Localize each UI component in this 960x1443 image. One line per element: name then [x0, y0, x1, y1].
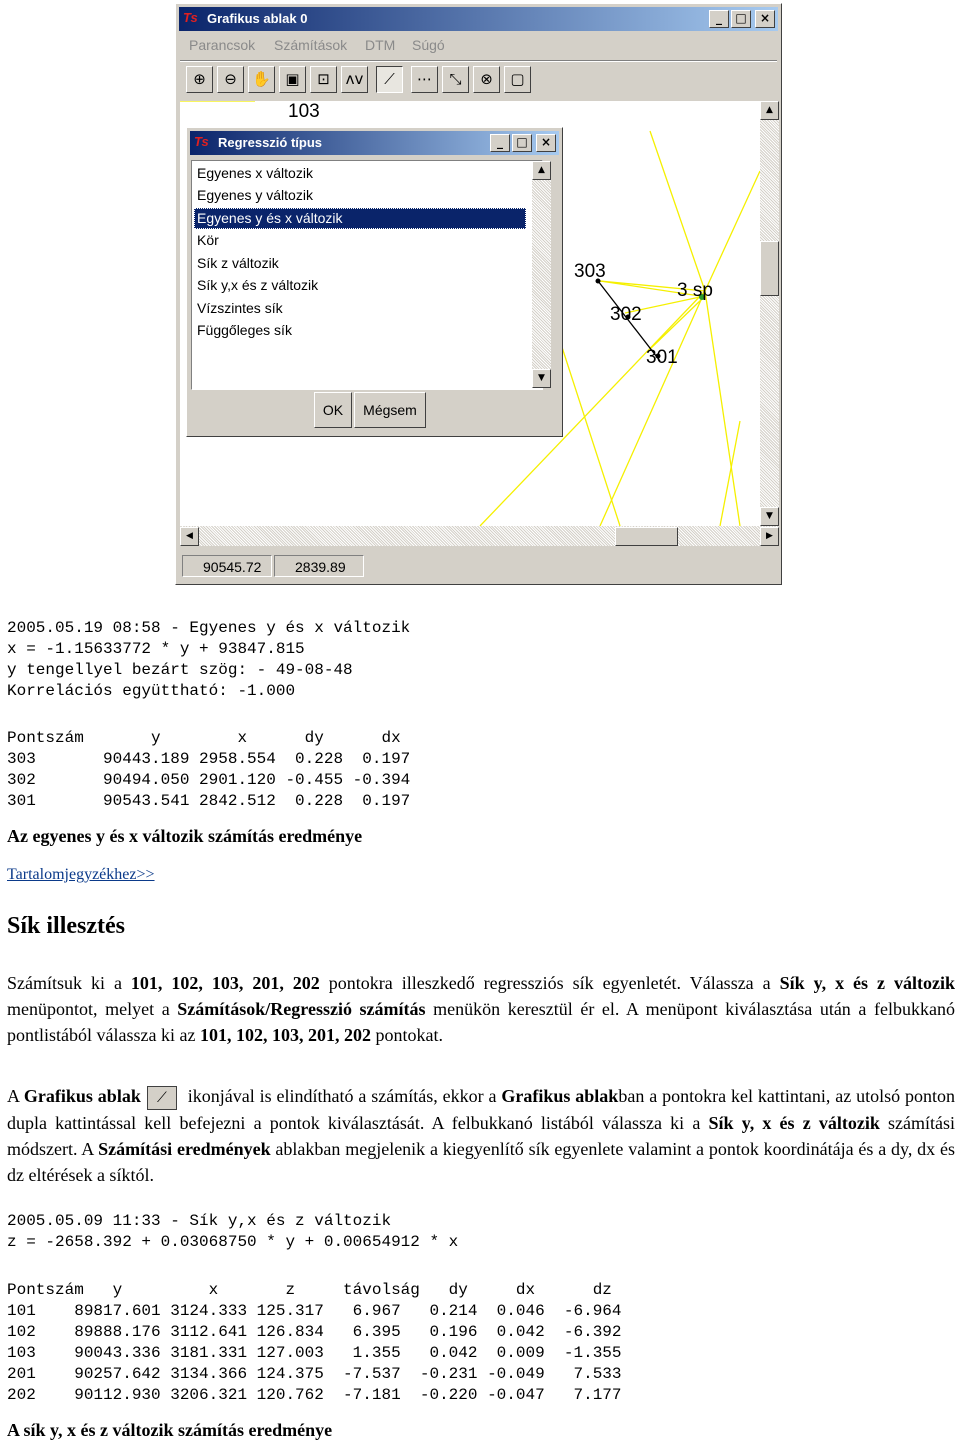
- result-line: z = -2658.392 + 0.03068750 * y + 0.00654912 * x: [7, 1233, 459, 1251]
- list-item[interactable]: Vízszintes sík: [197, 300, 283, 316]
- yellow-line: [705, 171, 760, 291]
- point-label-303: 303: [574, 261, 606, 282]
- list-item[interactable]: Kör: [197, 232, 219, 248]
- measure-icon[interactable]: ⤡: [442, 66, 469, 93]
- scroll-down-icon[interactable]: ▼: [532, 369, 551, 388]
- paragraph-2: A Grafikus ablak ⟋ ikonjával is elindítható a számítás, ekkor a Grafikus ablakban a pontokra kel kattintani, az utolsó ponton dupla kattintással kell befejezni a pontok kiválasztását. A felbukkanó listából válassza ki a Sík y, x és z változik számítási módszert. A Számítási eredmények ablakban megjelenik a kiegyenlítő sík egyenlete valamint a pontok koordinátája és a dy, dx és dz eltérések a síktól.: [7, 1086, 956, 1185]
- app-icon: Ts: [183, 10, 198, 25]
- close-button[interactable]: ×: [755, 10, 775, 28]
- result-line: y tengellyel bezárt szög: - 49-08-48: [7, 661, 353, 679]
- scroll-thumb[interactable]: [760, 241, 779, 296]
- point-label-103: 103: [288, 101, 320, 122]
- menu-dtm[interactable]: DTM: [365, 37, 396, 53]
- status-x-coordinate: 2839.89: [274, 555, 364, 577]
- minimize-button[interactable]: _: [490, 134, 510, 152]
- dialog-title: Regresszió típus: [218, 135, 323, 150]
- point-label-3sp: 3 sp: [677, 280, 713, 301]
- table-row: Pontszám y x z távolság dy dx dz: [7, 1281, 612, 1299]
- table-row: 202 90112.930 3206.321 120.762 -7.181 -0.220 -0.047 7.177: [7, 1386, 622, 1404]
- result-line: x = -1.15633772 * y + 93847.815: [7, 640, 305, 658]
- blank-icon[interactable]: ▢: [504, 66, 531, 93]
- regression-type-dialog: [186, 127, 563, 437]
- paragraph-1: Számítsuk ki a 101, 102, 103, 201, 202 pontokra illeszkedő regressziós sík egyenletét. Válassza a Sík y, x és z változik menüpontot, melyet a Számítások/Regresszió számítás menükön keresztül ér el. A menüpont kiválasztása után a felbukkanó pontlistából válassza ki az 101, 102, 103, 201, 202 pontokat.: [7, 973, 955, 1045]
- table-row: 101 89817.601 3124.333 125.317 6.967 0.214 0.046 -6.964: [7, 1302, 622, 1320]
- window-title-bar[interactable]: [179, 7, 778, 31]
- table-row: 301 90543.541 2842.512 0.228 0.197: [7, 792, 411, 810]
- result-block-1: [7, 618, 410, 702]
- table-row: Pontszám y x dy dx: [7, 729, 401, 747]
- result-line: Korrelációs együttható: -1.000: [7, 682, 296, 700]
- table-row: 201 90257.642 3134.366 124.375 -7.537 -0.231 -0.049 7.533: [7, 1365, 622, 1383]
- horizontal-scrollbar[interactable]: [180, 526, 760, 546]
- list-item[interactable]: Sík y,x és z változik: [197, 277, 319, 293]
- polyline-icon[interactable]: ʌv: [341, 66, 368, 93]
- zoom-in-icon[interactable]: ⊕: [186, 66, 213, 93]
- point-label-301: 301: [646, 347, 678, 368]
- result-table-1: [7, 728, 410, 812]
- cancel-button[interactable]: Mégsem: [354, 392, 426, 428]
- zoom-extents-icon[interactable]: ⊡: [310, 66, 337, 93]
- toc-link[interactable]: Tartalomjegyzékhez>>: [7, 866, 155, 883]
- result-table-2: [7, 1280, 622, 1406]
- menu-bar: [179, 34, 778, 56]
- result-line: 2005.05.19 08:58 - Egyenes y és x változik: [7, 619, 411, 637]
- result-line: 2005.05.09 11:33 - Sík y,x és z változik: [7, 1212, 392, 1230]
- yellow-line: [650, 131, 705, 291]
- result-block-2: [7, 1211, 458, 1253]
- zoom-window-icon[interactable]: ▣: [279, 66, 306, 93]
- list-item[interactable]: Sík z változik: [197, 255, 279, 271]
- list-item[interactable]: Függőleges sík: [197, 322, 292, 338]
- list-item[interactable]: Egyenes x változik: [197, 165, 313, 181]
- pan-hand-icon[interactable]: ✋: [248, 66, 275, 93]
- yellow-line: [705, 291, 740, 526]
- toolbar: [180, 60, 777, 102]
- zoom-out-icon[interactable]: ⊖: [217, 66, 244, 93]
- yellow-line: [600, 291, 705, 526]
- list-scrollbar[interactable]: [532, 161, 551, 388]
- app-icon: Ts: [194, 134, 209, 149]
- caption-2: A sík y, x és z változik számítás eredménye: [7, 1420, 333, 1440]
- minimize-button[interactable]: _: [709, 10, 729, 28]
- scroll-up-icon[interactable]: ▲: [532, 161, 551, 180]
- maximize-button[interactable]: □: [512, 134, 532, 152]
- ok-button[interactable]: OK: [314, 392, 352, 428]
- menu-parancsok[interactable]: Parancsok: [189, 37, 256, 53]
- clear-icon[interactable]: ⊗: [473, 66, 500, 93]
- status-y-coordinate: 90545.72: [182, 555, 272, 577]
- dialog-title-bar[interactable]: [190, 131, 559, 155]
- scroll-thumb[interactable]: [615, 527, 678, 546]
- scroll-right-icon[interactable]: ▶: [760, 527, 779, 546]
- select-icon[interactable]: ⋯: [411, 66, 438, 93]
- point-label-302: 302: [610, 304, 642, 325]
- regression-type-list[interactable]: [191, 160, 543, 390]
- menu-szamitasok[interactable]: Számítások: [274, 37, 348, 53]
- table-row: 303 90443.189 2958.554 0.228 0.197: [7, 750, 411, 768]
- table-row: 102 89888.176 3112.641 126.834 6.395 0.196 0.042 -6.392: [7, 1323, 622, 1341]
- vertical-scrollbar[interactable]: [760, 101, 779, 546]
- list-item[interactable]: Egyenes y változik: [197, 187, 313, 203]
- window-title: Grafikus ablak 0: [207, 11, 308, 26]
- close-button[interactable]: ×: [536, 134, 556, 152]
- regression-icon[interactable]: ⟋: [376, 66, 403, 93]
- status-bar: [180, 552, 777, 580]
- section-heading: Sík illesztés: [7, 913, 125, 939]
- maximize-button[interactable]: □: [731, 10, 751, 28]
- regression-icon: ⟋: [147, 1086, 177, 1110]
- menu-sugo[interactable]: Súgó: [412, 37, 445, 53]
- scroll-up-icon[interactable]: ▲: [760, 101, 779, 120]
- list-item-selected[interactable]: Egyenes y és x változik: [194, 208, 526, 229]
- scroll-down-icon[interactable]: ▼: [760, 507, 779, 526]
- table-row: 302 90494.050 2901.120 -0.455 -0.394: [7, 771, 411, 789]
- table-row: 103 90043.336 3181.331 127.003 1.355 0.042 0.009 -1.355: [7, 1344, 622, 1362]
- caption-1: Az egyenes y és x változik számítás eredménye: [7, 826, 363, 846]
- scroll-left-icon[interactable]: ◀: [180, 527, 199, 546]
